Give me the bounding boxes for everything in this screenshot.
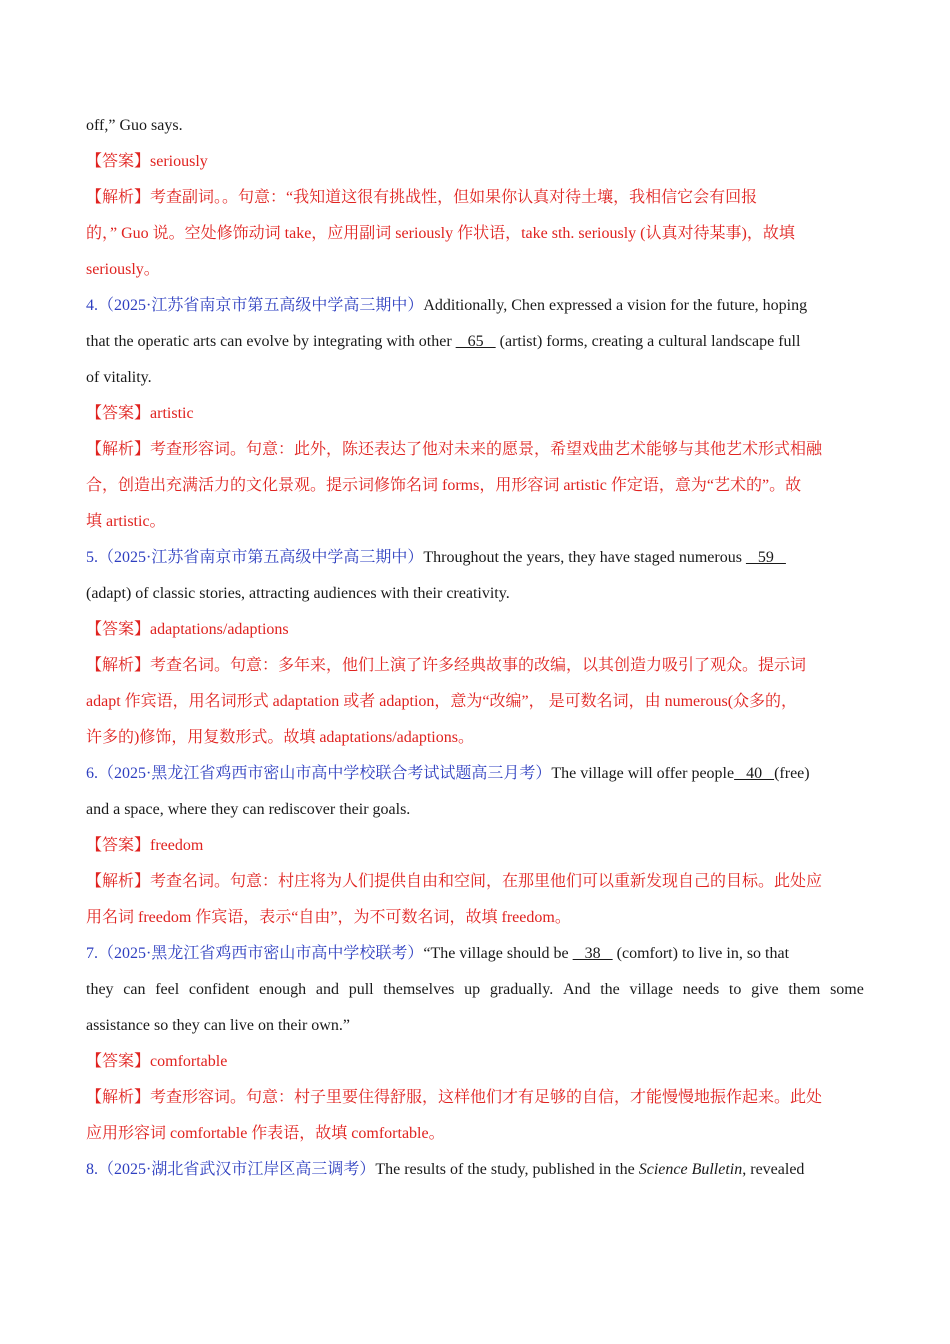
- q8-source: 8.（2025·湖北省武汉市江岸区高三调考）: [86, 1161, 376, 1178]
- document-page: [86, 108, 864, 1188]
- q3-analysis-line-2: 的，” Guo 说。空处修饰动词 take，应用副词 seriously 作状语，take sth. seriously (认真对待某事)，故填: [86, 225, 795, 242]
- q5-question-line-2: (adapt) of classic stories, attracting audiences with their creativity.: [86, 585, 510, 602]
- analysis-tag: 【解析】: [86, 1089, 151, 1106]
- answer-value: artistic: [150, 405, 194, 422]
- q6-analysis-line-2: 用名词 freedom 作宾语，表示“自由”，为不可数名词，故填 freedom。: [86, 909, 571, 926]
- q4-answer: [86, 396, 864, 432]
- q4-question-line-3: of vitality.: [86, 369, 152, 386]
- analysis-tag: 【解析】: [86, 873, 151, 890]
- q4-analysis-line-3: 填 artistic。: [86, 513, 166, 530]
- q8-journal-name: Science Bulletin: [638, 1161, 743, 1178]
- q6-source: 6.（2025·黑龙江省鸡西市密山市高中学校联合考试试题高三月考）: [86, 765, 552, 782]
- q5-analysis-line-2: adapt 作宾语，用名词形式 adaptation 或者 adaption，意为“改编”， 是可数名词，由 numerous(众多的，: [86, 693, 798, 710]
- q6-question-line-2: and a space, where they can rediscover their goals.: [86, 801, 411, 818]
- q7-answer: [86, 1044, 864, 1080]
- q7-analysis-line-1: 【解析】考查形容词。句意：村子里要住得舒服，这样他们才有足够的自信，才能慢慢地振作起来。此处: [86, 1089, 823, 1106]
- q4-question-line-2: that the operatic arts can evolve by integrating with other 65 (artist) forms, creating a cultural landscape full: [86, 333, 801, 350]
- answer-value: comfortable: [150, 1053, 228, 1070]
- q5-blank: 59: [745, 549, 786, 566]
- q5-analysis-line-1: 【解析】考查名词。句意：多年来，他们上演了许多经典故事的改编，以其创造力吸引了观众。提示词: [86, 657, 807, 674]
- q6-analysis-line-1: 【解析】考查名词。句意：村庄将为人们提供自由和空间，在那里他们可以重新发现自己的目标。此处应: [86, 873, 823, 890]
- analysis-tag: 【解析】: [86, 189, 151, 206]
- answer-tag: 【答案】: [86, 837, 151, 854]
- q4-blank: 65: [455, 333, 496, 350]
- q5-source: 5.（2025·江苏省南京市第五高级中学高三期中）: [86, 549, 424, 566]
- q7-question-line-2: they can feel confident enough and pull themselves up gradually. And the village needs to give them some: [86, 981, 864, 998]
- answer-tag: 【答案】: [86, 405, 151, 422]
- q6-question-line-1: 6.（2025·黑龙江省鸡西市密山市高中学校联合考试试题高三月考）The village will offer people 40 (free): [86, 765, 810, 782]
- q4-source: 4.（2025·江苏省南京市第五高级中学高三期中）: [86, 297, 424, 314]
- q5-analysis-line-3: 许多的)修饰，用复数形式。故填 adaptations/adaptions。: [86, 729, 474, 746]
- q4-analysis-line-2: 合，创造出充满活力的文化景观。提示词修饰名词 forms，用形容词 artistic 作定语，意为“艺术的”。故: [86, 477, 802, 494]
- analysis-tag: 【解析】: [86, 657, 151, 674]
- q7-source: 7.（2025·黑龙江省鸡西市密山市高中学校联考）: [86, 945, 424, 962]
- answer-tag: 【答案】: [86, 153, 151, 170]
- q6-blank: 40: [734, 765, 775, 782]
- q4-analysis-line-1: 【解析】考查形容词。句意：此外，陈还表达了他对未来的愿景，希望戏曲艺术能够与其他艺术形式相融: [86, 441, 823, 458]
- q6-answer: [86, 828, 864, 864]
- q4-question-line-1: 4.（2025·江苏省南京市第五高级中学高三期中）Additionally, Chen expressed a vision for the future, hoping: [86, 297, 808, 314]
- answer-tag: 【答案】: [86, 621, 151, 638]
- q3-analysis-line-1: 【解析】考查副词。。句意：“我知道这很有挑战性，但如果你认真对待土壤，我相信它会有回报: [86, 189, 758, 206]
- q3-text-tail: off,” Guo says.: [86, 117, 183, 134]
- q5-answer: [86, 612, 864, 648]
- analysis-tag: 【解析】: [86, 441, 151, 458]
- q3-analysis-line-3: seriously。: [86, 261, 160, 278]
- answer-tag: 【答案】: [86, 1053, 151, 1070]
- answer-value: seriously: [150, 153, 208, 170]
- answer-value: freedom: [150, 837, 204, 854]
- q8-question-line-1: 8.（2025·湖北省武汉市江岸区高三调考）The results of the study, published in the Science Bulletin, revealed: [86, 1161, 805, 1178]
- answer-value: adaptations/adaptions: [150, 621, 289, 638]
- q7-question-line-3: assistance so they can live on their own.”: [86, 1017, 350, 1034]
- q5-question-line-1: 5.（2025·江苏省南京市第五高级中学高三期中）Throughout the years, they have staged numerous 59: [86, 549, 786, 566]
- q3-answer: [86, 144, 864, 180]
- q7-analysis-line-2: 应用形容词 comfortable 作表语，故填 comfortable。: [86, 1125, 445, 1142]
- q7-blank: 38: [572, 945, 613, 962]
- q7-question-line-1: 7.（2025·黑龙江省鸡西市密山市高中学校联考）“The village should be 38 (comfort) to live in, so that: [86, 945, 790, 962]
